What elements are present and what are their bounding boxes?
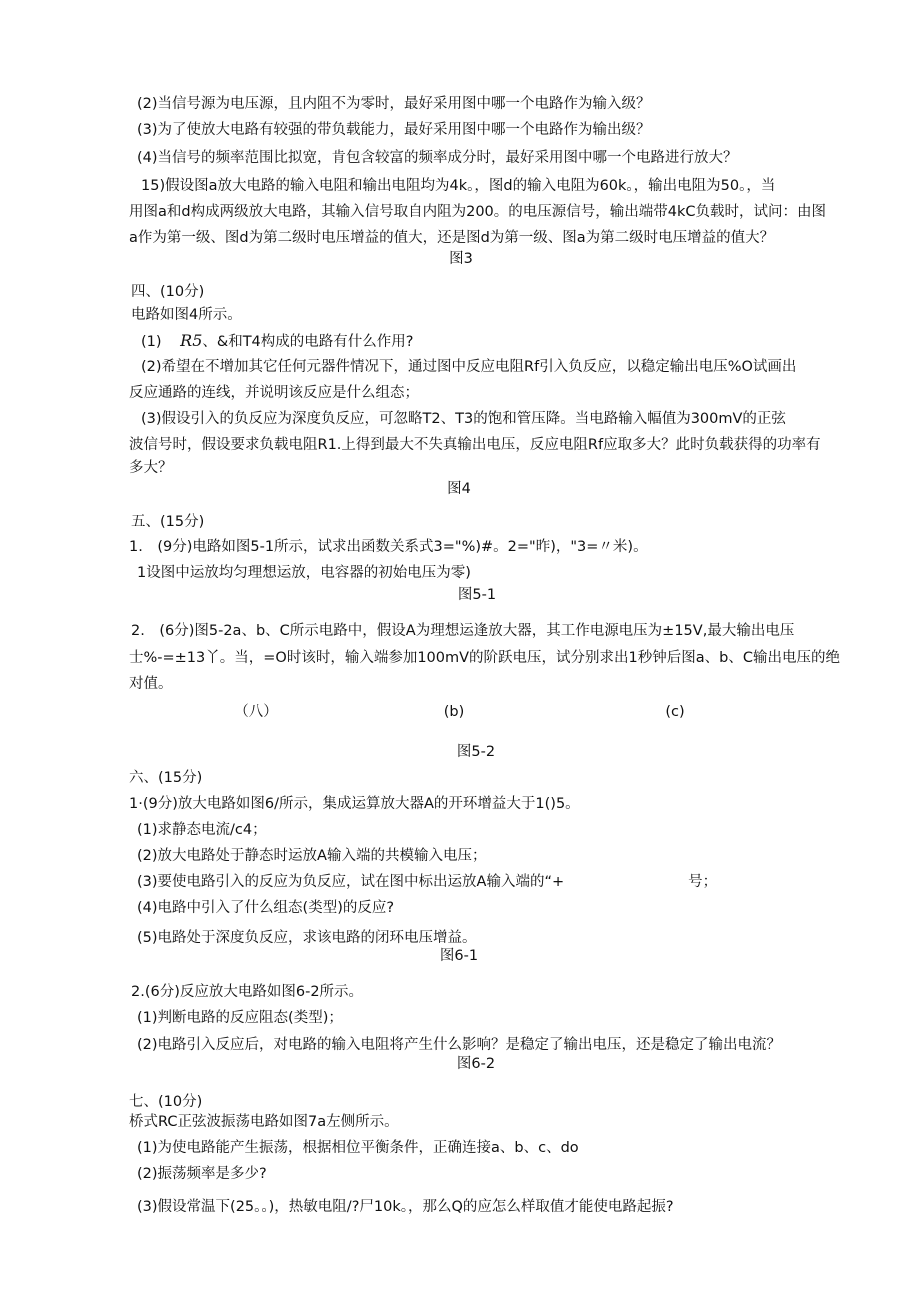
q6-part-2-item-2: (2)电路引入反应后，对电路的输入电阻将产生什么影响？是稳定了输出电压，还是稳定了输出电流？ [137, 1037, 782, 1053]
q6-part-2-item-1: (1)判断电路的反应阻态(类型)； [137, 1010, 343, 1026]
q6-item-5: (5)电路处于深度负反应，求该电路的闭环电压增益。 [137, 930, 477, 946]
q5-part-2-line1: 2. (6分)图5-2a、b、C所示电路中，假设A为理想运逢放大器，其工作电源电压为±15V,最大输出电压 [131, 623, 795, 639]
q6-item-4: (4)电路中引入了什么组态(类型)的反应? [137, 900, 395, 916]
q7-item-3: (3)假设常温下(25。。)，热敏电阻/?尸10k。，那么Q的应怎么样取值才能使电路起振? [137, 1199, 674, 1215]
subfigure-label-c: (c) [665, 704, 685, 720]
q6-item-1: (1)求静态电流/c4； [137, 822, 267, 838]
q4-item-1-text: 、&和T4构成的电路有什么作用? [202, 334, 414, 350]
q4-item-1-number: (1) [141, 334, 162, 350]
q3-item-5-line1: 15)假设图a放大电路的输入电阻和输出电阻均为4k。，图d的输入电阻为60k。，输出电阻为50。，当 [141, 178, 776, 194]
q3-item-5-line2: 用图a和d构成两级放大电路，其输入信号取自内阻为200。的电压源信号，输出端带4kC负载时，试问：由图 [129, 204, 827, 220]
q5-heading: 五、(15分) [131, 514, 205, 530]
q4-item-3-line1: (3)假设引入的负反应为深度负反应，可忽略T2、T3的饱和管压降。当电路输入幅值为300mV的正弦 [141, 411, 786, 427]
q4-item-3-line3: 多大？ [129, 460, 173, 476]
q4-heading: 四、(10分) [131, 284, 205, 300]
q7-item-2: (2)振荡频率是多少? [137, 1166, 267, 1182]
q7-heading: 七、(10分) [129, 1094, 203, 1110]
figure-caption-3: 图3 [449, 251, 473, 267]
figure-caption-5-1: 图5-1 [457, 587, 497, 603]
q6-item-3 [137, 872, 717, 892]
q4-item-1-variable: R5 [180, 331, 203, 350]
q6-heading: 六、(15分) [129, 770, 203, 786]
q3-item-5-line3: a作为第一级、图d为第二级时电压增益的值大，还是图d为第一级、图a为第二级时电压增益的值大？ [129, 230, 775, 246]
q6-part-1: 1·(9分)放大电路如图6/所示，集成运算放大器A的开环增益大于1()5。 [129, 796, 580, 812]
subfigure-label-a: （八） [234, 704, 278, 720]
q6-item-3-text: (3)要使电路引入的反应为负反应，试在图中标出运放A输入端的“+ [137, 874, 565, 890]
q4-intro: 电路如图4所示。 [131, 307, 242, 323]
subfigure-label-b: (b) [443, 704, 465, 720]
q3-item-3: (3)为了使放大电路有较强的带负载能力，最好采用图中哪一个电路作为输出级？ [137, 122, 651, 138]
q3-item-2: (2)当信号源为电压源，且内阻不为零时，最好采用图中哪一个电路作为输入级？ [137, 96, 651, 112]
q5-part-1-line1: 1. (9分)电路如图5-1所示，试求出函数关系式3="%)#。2="昨)，"3=〃米)。 [129, 539, 648, 555]
figure-caption-4: 图4 [447, 481, 471, 497]
q4-item-3-line2: 波信号时，假设要求负载电阻R1.上得到最大不失真输出电压，反应电阻Rf应取多大？此时负载获得的功率有 [129, 437, 821, 453]
q6-part-2: 2.(6分)反应放大电路如图6-2所示。 [131, 984, 364, 1000]
q6-item-3-tail: 号； [688, 874, 718, 890]
q4-item-1 [141, 331, 413, 352]
q6-item-2: (2)放大电路处于静态时运放A输入端的共模输入电压； [137, 848, 487, 864]
q7-item-1: (1)为使电路能产生振荡，根据相位平衡条件，正确连接a、b、c、do [137, 1140, 579, 1156]
q5-part-2-line3: 对值。 [129, 676, 173, 692]
figure-caption-6-1: 图6-1 [439, 948, 479, 964]
q4-item-2-line2: 反应通路的连线，并说明该反应是什么组态； [129, 385, 419, 401]
q7-intro: 桥式RC正弦波振荡电路如图7a左侧所示。 [129, 1114, 399, 1130]
q3-item-4: (4)当信号的频率范围比拟宽，肯包含较富的频率成分时，最好采用图中哪一个电路进行放大？ [137, 150, 738, 166]
q5-part-1-line2: 1设图中运放均匀理想运放，电容器的初始电压为零) [137, 565, 471, 581]
q5-part-2-line2: 士%-=±13丫。当，=O时该时，输入端参加100mV的阶跃电压，试分别求出1秒钟后图a、b、C输出电压的绝 [129, 650, 840, 666]
figure-caption-6-2: 图6-2 [456, 1056, 496, 1072]
figure-caption-5-2: 图5-2 [456, 744, 496, 760]
q4-item-2-line1: (2)希望在不增加其它任何元器件情况下，通过图中反应电阻Rf引入负反应，以稳定输出电压%O试画出 [141, 359, 797, 375]
